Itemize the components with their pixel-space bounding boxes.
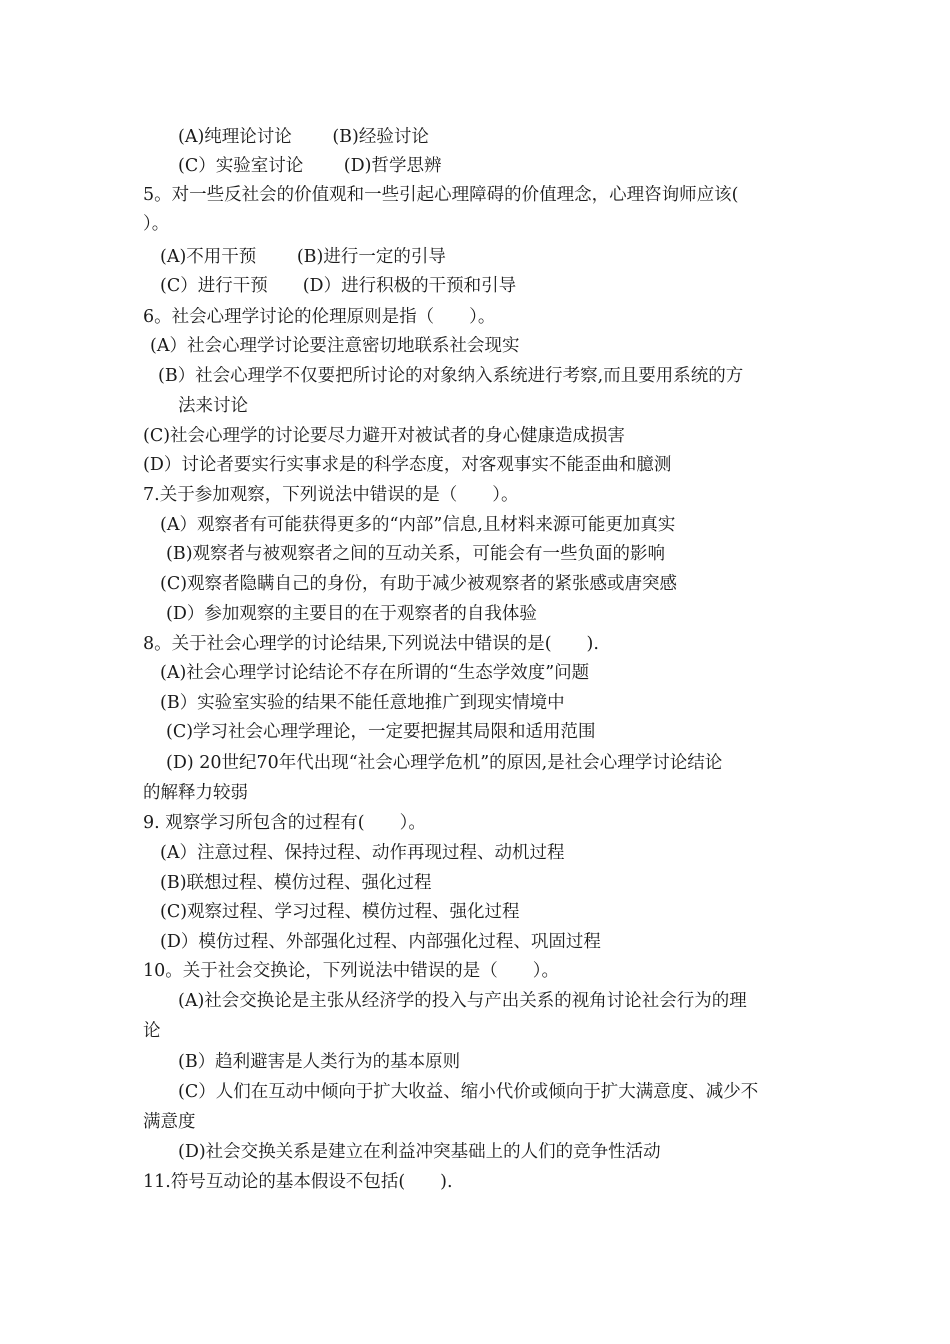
- q10-option-b: (B）趋利避害是人类行为的基本原则: [178, 1052, 461, 1072]
- q7-option-a: (A）观察者有可能获得更多的“内部”信息,且材料来源可能更加真实: [160, 515, 676, 535]
- q5-stem: 5。对一些反社会的价值观和一些引起心理障碍的价值理念，心理咨询师应该(: [143, 185, 739, 205]
- q9-option-d: (D）模仿过程、外部强化过程、内部强化过程、巩固过程: [160, 932, 601, 952]
- q10-option-d: (D)社会交换关系是建立在利益冲突基础上的人们的竞争性活动: [178, 1142, 661, 1162]
- q6-option-a: (A）社会心理学讨论要注意密切地联系社会现实: [150, 336, 520, 356]
- q10-option-c: (C）人们在互动中倾向于扩大收益、缩小代价或倾向于扩大满意度、减少不: [178, 1082, 759, 1102]
- q5-options-ab: (A)不用干预 (B)进行一定的引导: [160, 247, 446, 267]
- q11-stem: 11.符号互动论的基本假设不包括( ).: [143, 1172, 453, 1192]
- q6-option-c: (C)社会心理学的讨论要尽力避开对被试者的身心健康造成损害: [143, 426, 626, 446]
- q10-option-a-cont: 论: [143, 1021, 161, 1041]
- q7-option-b: (B)观察者与被观察者之间的互动关系，可能会有一些负面的影响: [166, 544, 666, 564]
- q7-option-d: (D）参加观察的主要目的在于观察者的自我体验: [166, 604, 537, 624]
- q9-option-b: (B)联想过程、模仿过程、强化过程: [160, 873, 432, 893]
- q9-option-a: (A）注意过程、保持过程、动作再现过程、动机过程: [160, 843, 565, 863]
- q10-stem: 10。关于社会交换论，下列说法中错误的是（ ）。: [143, 961, 560, 981]
- q7-stem: 7.关于参加观察，下列说法中错误的是（ ）。: [143, 485, 519, 505]
- q6-option-d: (D）讨论者要实行实事求是的科学态度，对客观事实不能歪曲和臆测: [143, 455, 672, 475]
- q8-stem: 8。关于社会心理学的讨论结果,下列说法中错误的是( ).: [143, 634, 599, 654]
- q10-option-a: (A)社会交换论是主张从经济学的投入与产出关系的视角讨论社会行为的理: [178, 991, 747, 1011]
- q8-option-c: (C)学习社会心理学理论，一定要把握其局限和适用范围: [166, 722, 596, 742]
- q8-option-d: (D) 20世纪70年代出现“社会心理学危机”的原因,是社会心理学讨论结论: [166, 753, 723, 773]
- q5-options-cd: (C）进行干预 (D）进行积极的干预和引导: [160, 276, 517, 296]
- q6-option-b-cont: 法来讨论: [178, 396, 248, 416]
- q8-option-d-cont: 的解释力较弱: [143, 783, 248, 803]
- q9-option-c: (C)观察过程、学习过程、模仿过程、强化过程: [160, 902, 520, 922]
- q10-option-c-cont: 满意度: [143, 1112, 196, 1132]
- q8-option-b: (B）实验室实验的结果不能任意地推广到现实情境中: [160, 693, 565, 713]
- q4-options-cd: (C）实验室讨论 (D)哲学思辨: [178, 156, 442, 176]
- q6-stem: 6。社会心理学讨论的伦理原则是指（ ）。: [143, 307, 496, 327]
- q5-stem-cont: ）。: [143, 214, 170, 234]
- q9-stem: 9. 观察学习所包含的过程有( ）。: [143, 813, 426, 833]
- q7-option-c: (C)观察者隐瞒自己的身份，有助于减少被观察者的紧张感或唐突感: [160, 574, 678, 594]
- q8-option-a: (A)社会心理学讨论结论不存在所谓的“生态学效度”问题: [160, 663, 590, 683]
- q6-option-b: (B）社会心理学不仅要把所讨论的对象纳入系统进行考察,而且要用系统的方: [158, 366, 744, 386]
- q4-options-ab: (A)纯理论讨论 (B)经验讨论: [178, 127, 429, 147]
